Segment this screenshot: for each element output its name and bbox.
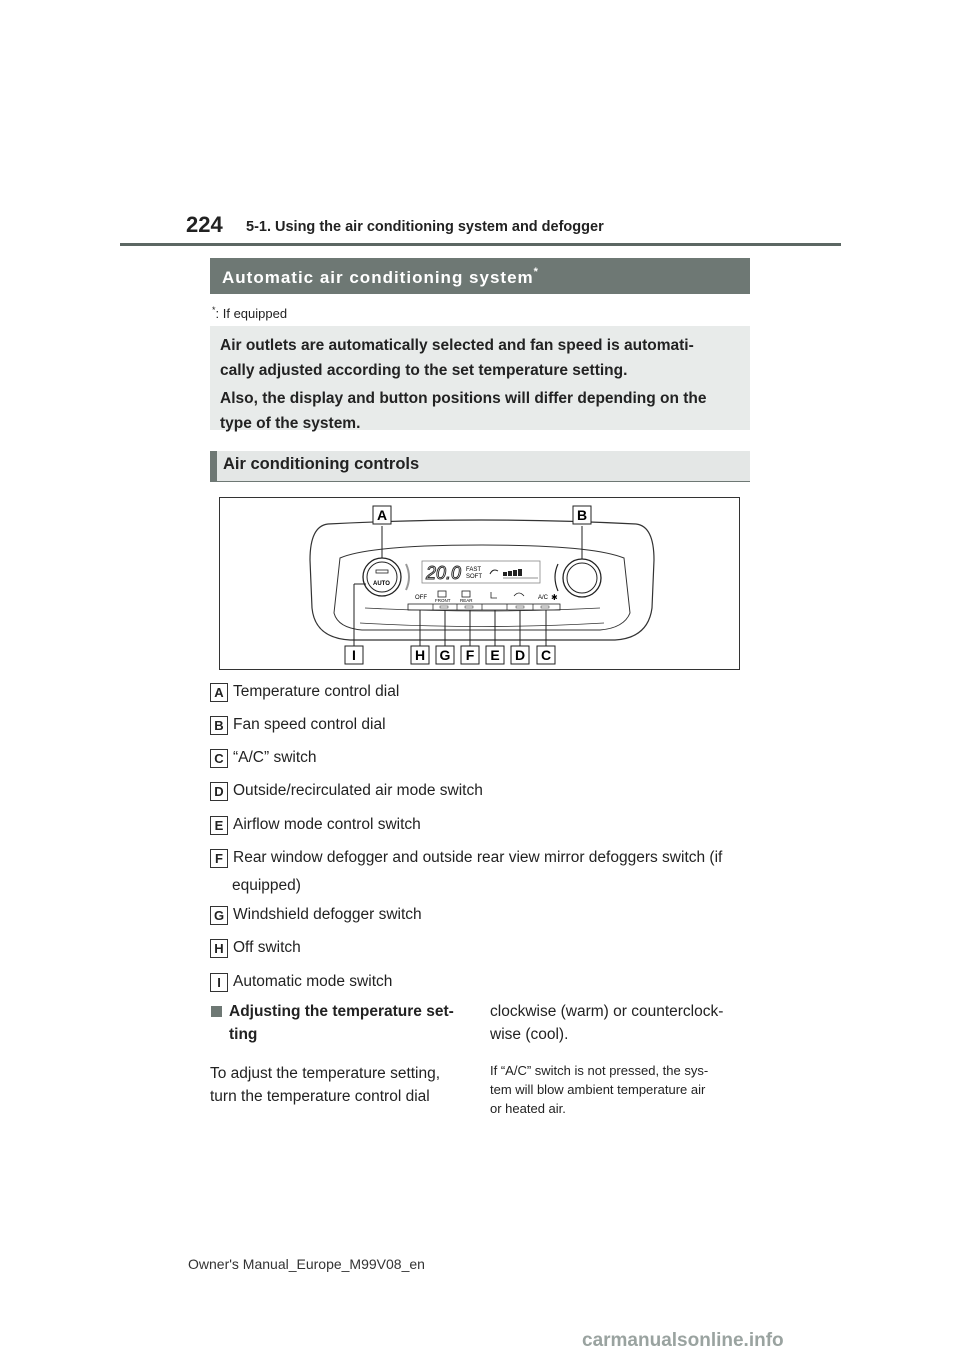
watermark: carmanualsonline.info xyxy=(582,1330,784,1351)
intro-line: cally adjusted according to the set temperature setting. xyxy=(220,362,628,379)
callout-label-i: I xyxy=(352,647,356,663)
section-title-mark: * xyxy=(533,266,538,278)
callout-label-b: B xyxy=(576,507,588,523)
legend-item xyxy=(210,844,770,872)
control-panel-diagram xyxy=(219,497,740,670)
legend-text: Outside/recirculated air mode switch xyxy=(233,782,483,799)
adjusting-note-line: or heated air. xyxy=(490,1101,566,1116)
legend-text: Rear window defogger and outside rear view mirror defoggers switch (if xyxy=(233,849,723,866)
intro-line: type of the system. xyxy=(220,415,361,432)
legend-item xyxy=(210,811,770,839)
legend-item xyxy=(210,777,770,805)
legend-badge: B xyxy=(210,716,228,735)
legend-text: Windshield defogger switch xyxy=(233,906,422,923)
legend-item xyxy=(210,711,770,739)
adjusting-left-column xyxy=(210,1000,466,1108)
adjusting-note-line: If “A/C” switch is not pressed, the sys- xyxy=(490,1063,709,1078)
display-fast: FAST xyxy=(466,567,482,573)
heading-square-icon xyxy=(211,1006,222,1017)
rear-defog-icon xyxy=(462,591,470,597)
adjusting-body-continued xyxy=(490,1000,752,1046)
adjusting-body-line: To adjust the temperature setting, xyxy=(210,1065,441,1082)
legend-text: Automatic mode switch xyxy=(233,973,393,990)
subsection-title-bar xyxy=(210,451,750,482)
subsection-title: Air conditioning controls xyxy=(223,455,420,473)
recirculation-icon xyxy=(514,593,524,596)
legend-badge: A xyxy=(210,683,228,702)
section-title: Automatic air conditioning system xyxy=(222,268,534,287)
adjusting-right-column xyxy=(490,1000,752,1118)
adjusting-body-line: wise (cool). xyxy=(490,1026,569,1043)
adjusting-note-line: tem will blow ambient temperature air xyxy=(490,1082,706,1097)
legend-text-continuation: equipped) xyxy=(232,877,301,894)
adjusting-heading-line: Adjusting the temperature set- xyxy=(229,1003,454,1020)
callout-label-f: F xyxy=(465,647,475,663)
legend-text: Airflow mode control switch xyxy=(233,816,421,833)
adjusting-body-line: clockwise (warm) or counterclock- xyxy=(490,1003,724,1020)
section-title-bar xyxy=(210,258,750,294)
legend-item xyxy=(210,968,770,996)
adjusting-note xyxy=(490,1061,752,1118)
intro-line: Air outlets are automatically selected and fan speed is automati- xyxy=(220,337,694,354)
footnote-mark: * xyxy=(212,305,216,315)
footnote xyxy=(212,305,287,321)
legend-text: Off switch xyxy=(233,939,301,956)
display-soft: SOFT xyxy=(466,574,482,580)
legend-text: Fan speed control dial xyxy=(233,716,386,733)
legend-badge: F xyxy=(210,849,228,868)
legend-item xyxy=(210,901,770,929)
legend-text: Temperature control dial xyxy=(233,683,400,700)
footnote-text: : If equipped xyxy=(215,306,288,321)
legend-badge: C xyxy=(210,749,228,768)
header-rule xyxy=(120,243,841,246)
airflow-mode-icon xyxy=(491,592,497,598)
legend-badge: E xyxy=(210,816,228,835)
callout-label-g: G xyxy=(439,647,451,663)
callout-label-e: E xyxy=(490,647,500,663)
legend-badge: H xyxy=(210,939,228,958)
callout-label-c: C xyxy=(540,647,552,663)
legend-badge: G xyxy=(210,906,228,925)
footer-text: Owner's Manual_Europe_M99V08_en xyxy=(188,1256,425,1272)
adjusting-body xyxy=(210,1062,466,1108)
callout-label-d: D xyxy=(514,647,526,663)
legend-text: “A/C” switch xyxy=(233,749,317,766)
legend-badge: D xyxy=(210,782,228,801)
button-row xyxy=(408,604,560,610)
fan-icon: ✱ xyxy=(551,593,558,602)
legend-item xyxy=(210,934,770,962)
intro-line: Also, the display and button positions will differ depending on the xyxy=(220,390,707,407)
intro-box xyxy=(210,326,750,430)
off-button-label: OFF xyxy=(415,595,427,601)
callout-label-a: A xyxy=(376,507,388,523)
callout-label-h: H xyxy=(414,647,426,663)
legend-item xyxy=(210,744,770,772)
adjusting-heading-line: ting xyxy=(229,1026,258,1043)
adjusting-body-line: turn the temperature control dial xyxy=(210,1088,430,1105)
rear-button-label: REAR xyxy=(460,598,473,603)
legend-badge: I xyxy=(210,973,228,992)
windshield-defog-icon xyxy=(438,591,446,597)
legend-item xyxy=(210,678,770,706)
front-button-label: FRONT xyxy=(435,598,451,603)
adjusting-heading xyxy=(210,1000,466,1046)
page-number: 224 xyxy=(186,212,223,237)
ac-button-label: A/C xyxy=(538,595,549,601)
control-panel-illustration xyxy=(220,498,739,669)
display-temperature: 20.0 xyxy=(426,563,462,583)
chapter-title: 5-1. Using the air conditioning system and defogger xyxy=(246,219,604,235)
auto-button-label: AUTO xyxy=(373,581,390,587)
